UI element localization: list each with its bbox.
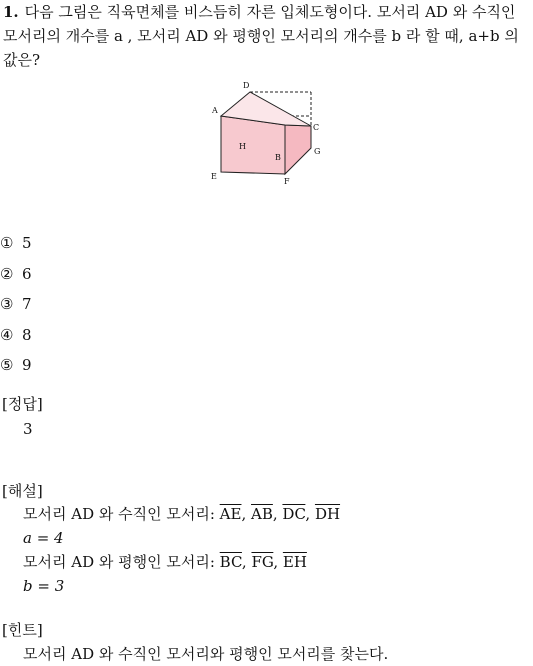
answer-value: 3 <box>23 420 33 438</box>
answer-label: [정답] <box>2 395 43 413</box>
choice-mark: ⑤ <box>0 356 14 375</box>
choice-mark: ④ <box>0 325 14 344</box>
choice-5[interactable] <box>0 350 200 381</box>
vertex-label-e: E <box>211 172 217 181</box>
vertex-label-c: C <box>313 123 320 132</box>
choice-2[interactable] <box>0 259 200 290</box>
hint-text: 모서리 AD 와 수직인 모서리와 평행인 모서리를 찾는다. <box>23 645 389 663</box>
choice-mark: ③ <box>0 295 14 314</box>
b-equation <box>23 574 64 598</box>
hint-label: [힌트] <box>2 621 43 639</box>
b-equation-text: b = 3 <box>23 577 65 595</box>
choice-value: 9 <box>22 356 32 375</box>
question-text <box>3 0 531 72</box>
edge-ae: $\overline{AE}$ <box>219 505 242 523</box>
vertex-label-b: B <box>275 153 281 162</box>
choice-value: 5 <box>22 234 32 253</box>
choice-4[interactable] <box>0 320 200 351</box>
solid-figure <box>205 78 335 188</box>
choice-list <box>0 228 200 381</box>
a-equation <box>23 526 64 550</box>
edge-bc: $\overline{BC}$ <box>219 553 242 571</box>
vertex-label-d: D <box>243 81 250 90</box>
question-body: 다음 그림은 직육면체를 비스듬히 자른 입체도형이다. 모서리 AD 와 수직인 모서리의 개수를 a , 모서리 AD 와 평행인 모서리의 개수를 b 라 할 때, a+b 의 값은? <box>3 3 519 69</box>
choice-value: 8 <box>22 325 32 344</box>
explanation-perp-line: 모서리 AD 와 수직인 모서리: $\overline{AE}$, $\overline{AB}$, $\overline{DC}$, $\overline{DH}$ <box>23 505 341 523</box>
edge-fg: $\overline{FG}$ <box>251 553 274 571</box>
explanation-label: [해설] <box>2 482 43 500</box>
edge-dc: $\overline{DC}$ <box>282 505 306 523</box>
choice-3[interactable] <box>0 289 200 320</box>
explanation-para-line: 모서리 AD 와 평행인 모서리: $\overline{BC}$, $\overline{FG}$, $\overline{EH}$ <box>23 553 307 571</box>
front-face <box>221 116 285 174</box>
vertex-label-a: A <box>212 106 218 115</box>
a-equation-text: a = 4 <box>23 529 64 547</box>
vertex-label-f: F <box>284 177 290 186</box>
vertex-label-g: G <box>314 147 321 156</box>
edge-eh: $\overline{EH}$ <box>282 553 307 571</box>
para-prefix: 모서리 AD 와 평행인 모서리: <box>23 553 215 571</box>
choice-1[interactable] <box>0 228 200 259</box>
choice-mark: ② <box>0 264 14 283</box>
question-number: 1. <box>3 3 19 21</box>
vertex-label-h: H <box>239 142 246 151</box>
right-face <box>285 125 311 174</box>
edge-ab: $\overline{AB}$ <box>251 505 273 523</box>
choice-value: 6 <box>22 264 32 283</box>
choice-value: 7 <box>22 295 32 314</box>
edge-dh: $\overline{DH}$ <box>314 505 341 523</box>
perp-prefix: 모서리 AD 와 수직인 모서리: <box>23 505 215 523</box>
choice-mark: ① <box>0 234 14 253</box>
